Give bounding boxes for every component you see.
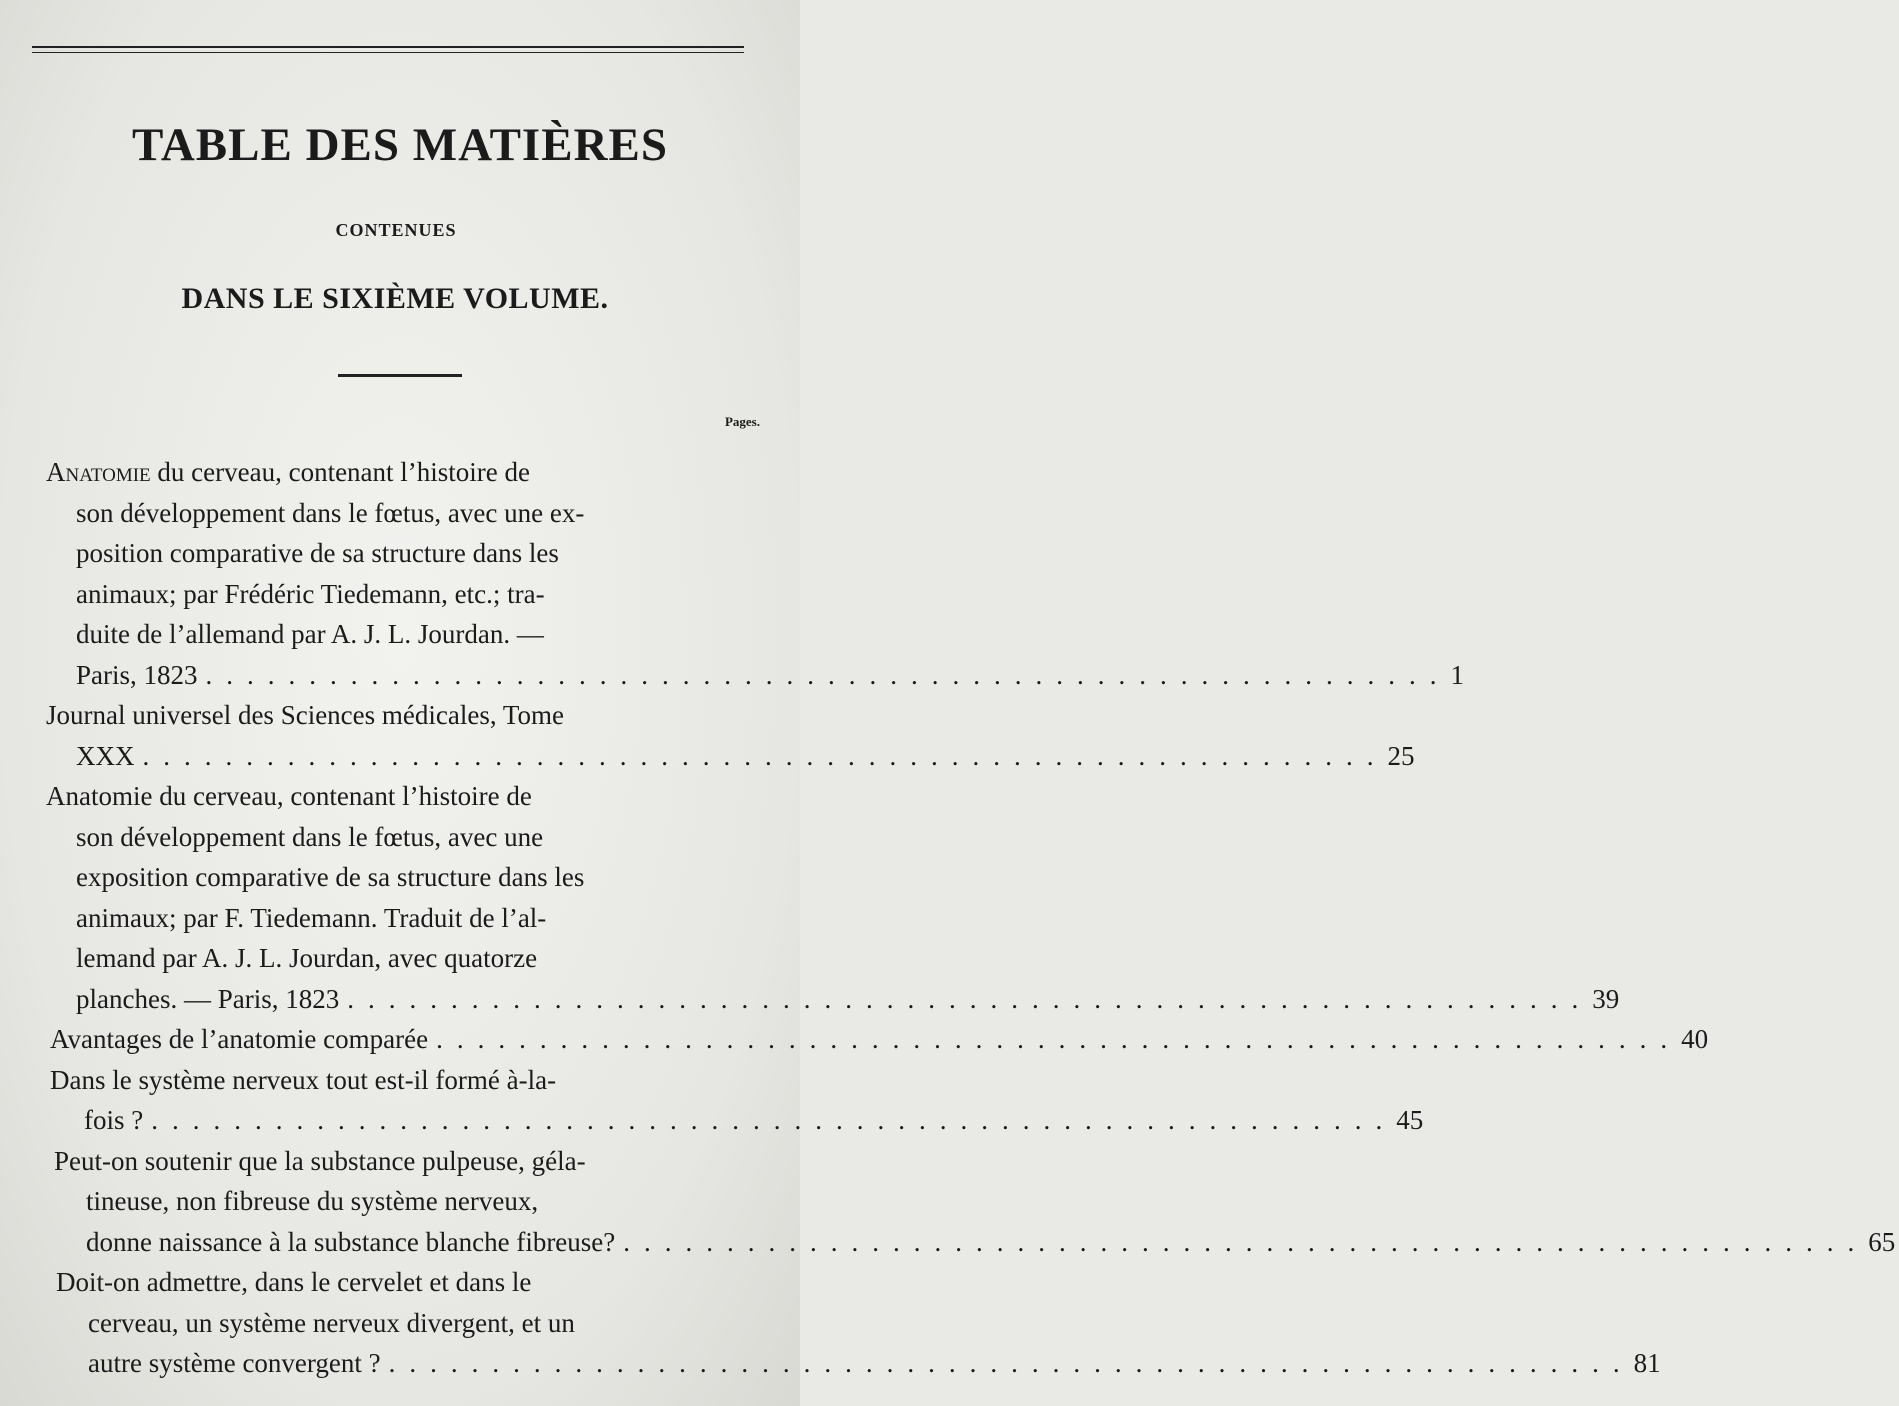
toc-entry-line: tineuse, non fibreuse du système nerveux,: [86, 1186, 539, 1216]
toc-entry[interactable]: [46, 1262, 1661, 1384]
dot-leader: ............................................................: [151, 1105, 1397, 1135]
toc-entry-lead-word: Anatomie: [46, 457, 151, 487]
top-rule: [32, 46, 744, 53]
toc-entry-line: animaux; par F. Tiedemann. Traduit de l’al-: [76, 902, 547, 933]
dot-leader: ............................................................: [347, 983, 1593, 1014]
pages-column-label: Pages.: [724, 414, 760, 429]
page-title: TABLE DES MATIÈRES: [131, 119, 668, 171]
toc-entry-last-text: autre système convergent ?: [88, 1348, 381, 1378]
toc-entry-line-text: du cerveau, contenant l’histoire de: [150, 457, 531, 487]
page-number: 39: [1592, 983, 1620, 1014]
divider-rule: [338, 374, 462, 377]
toc-entry-last-line: [46, 1222, 1896, 1263]
toc-entry-line: animaux; par Frédéric Tiedemann, etc.; tra-: [76, 578, 545, 609]
toc-entry-line: duite de l’allemand par A. J. L. Jourdan. —: [76, 619, 544, 649]
toc-entry[interactable]: [46, 776, 1620, 1019]
dot-leader: ............................................................: [142, 740, 1388, 771]
toc-entry-line: cerveau, un système nerveux divergent, et un: [88, 1307, 575, 1338]
toc-entry-line: Dans le système nerveux tout est-il formé à-la-: [50, 1064, 557, 1095]
toc-entry-last-text: donne naissance à la substance blanche fibreuse?: [86, 1226, 616, 1257]
toc-entry[interactable]: [46, 1141, 1896, 1263]
page-number: 81: [1633, 1348, 1661, 1378]
page-subtitle: CONTENUES: [335, 220, 457, 240]
page-number: 1: [1450, 659, 1464, 690]
toc-entry[interactable]: [46, 452, 1464, 695]
toc-entry-line: position comparative de sa structure dans les: [76, 538, 559, 568]
toc-entry-line: Peut-on soutenir que la substance pulpeuse, géla-: [54, 1145, 586, 1176]
toc-entry-line: son développement dans le fœtus, avec une: [76, 821, 544, 852]
dot-leader: ............................................................: [388, 1348, 1634, 1378]
dot-leader: ............................................................: [623, 1226, 1869, 1257]
page-number: 45: [1396, 1105, 1424, 1135]
page-number: 65: [1868, 1226, 1896, 1257]
toc-entry-last-text: XXX: [76, 740, 135, 771]
toc-entry-last-text: Paris, 1823: [76, 659, 198, 690]
toc-entry-line: [46, 452, 766, 493]
toc-entry-line: Doit-on admettre, dans le cervelet et dans le: [56, 1267, 532, 1297]
dot-leader: ............................................................: [436, 1024, 1682, 1054]
toc-entry-last-line: [46, 979, 1620, 1020]
toc-entry-line: exposition comparative de sa structure dans les: [76, 862, 585, 892]
toc-entry-last-line: [46, 1100, 1424, 1141]
toc-entry-last-line: [46, 1343, 1661, 1384]
toc-entry-line: lemand par A. J. L. Jourdan, avec quatorze: [76, 943, 538, 973]
page-number: 40: [1681, 1024, 1709, 1054]
toc-entry-last-text: planches. — Paris, 1823: [76, 983, 340, 1014]
table-of-contents: [46, 452, 1896, 1384]
volume-heading: DANS LE SIXIÈME VOLUME.: [181, 282, 609, 315]
toc-entry[interactable]: [46, 1019, 1709, 1060]
toc-entry[interactable]: [46, 1060, 1424, 1141]
toc-entry-last-text: fois ?: [84, 1105, 144, 1135]
toc-entry-line: Journal universel des Sciences médicales, Tome: [46, 700, 564, 730]
toc-entry-line: Anatomie du cerveau, contenant l’histoire de: [46, 781, 532, 811]
toc-entry-last-line: [46, 736, 1415, 777]
page-number: 25: [1387, 740, 1415, 771]
toc-entry-last-text: Avantages de l’anatomie comparée: [50, 1024, 429, 1054]
toc-entry-last-line: [46, 655, 1464, 696]
toc-entry[interactable]: [46, 695, 1415, 776]
dot-leader: ............................................................: [205, 659, 1451, 690]
toc-entry-line: son développement dans le fœtus, avec une ex-: [76, 497, 585, 528]
toc-entry-last-line: [46, 1019, 1709, 1060]
